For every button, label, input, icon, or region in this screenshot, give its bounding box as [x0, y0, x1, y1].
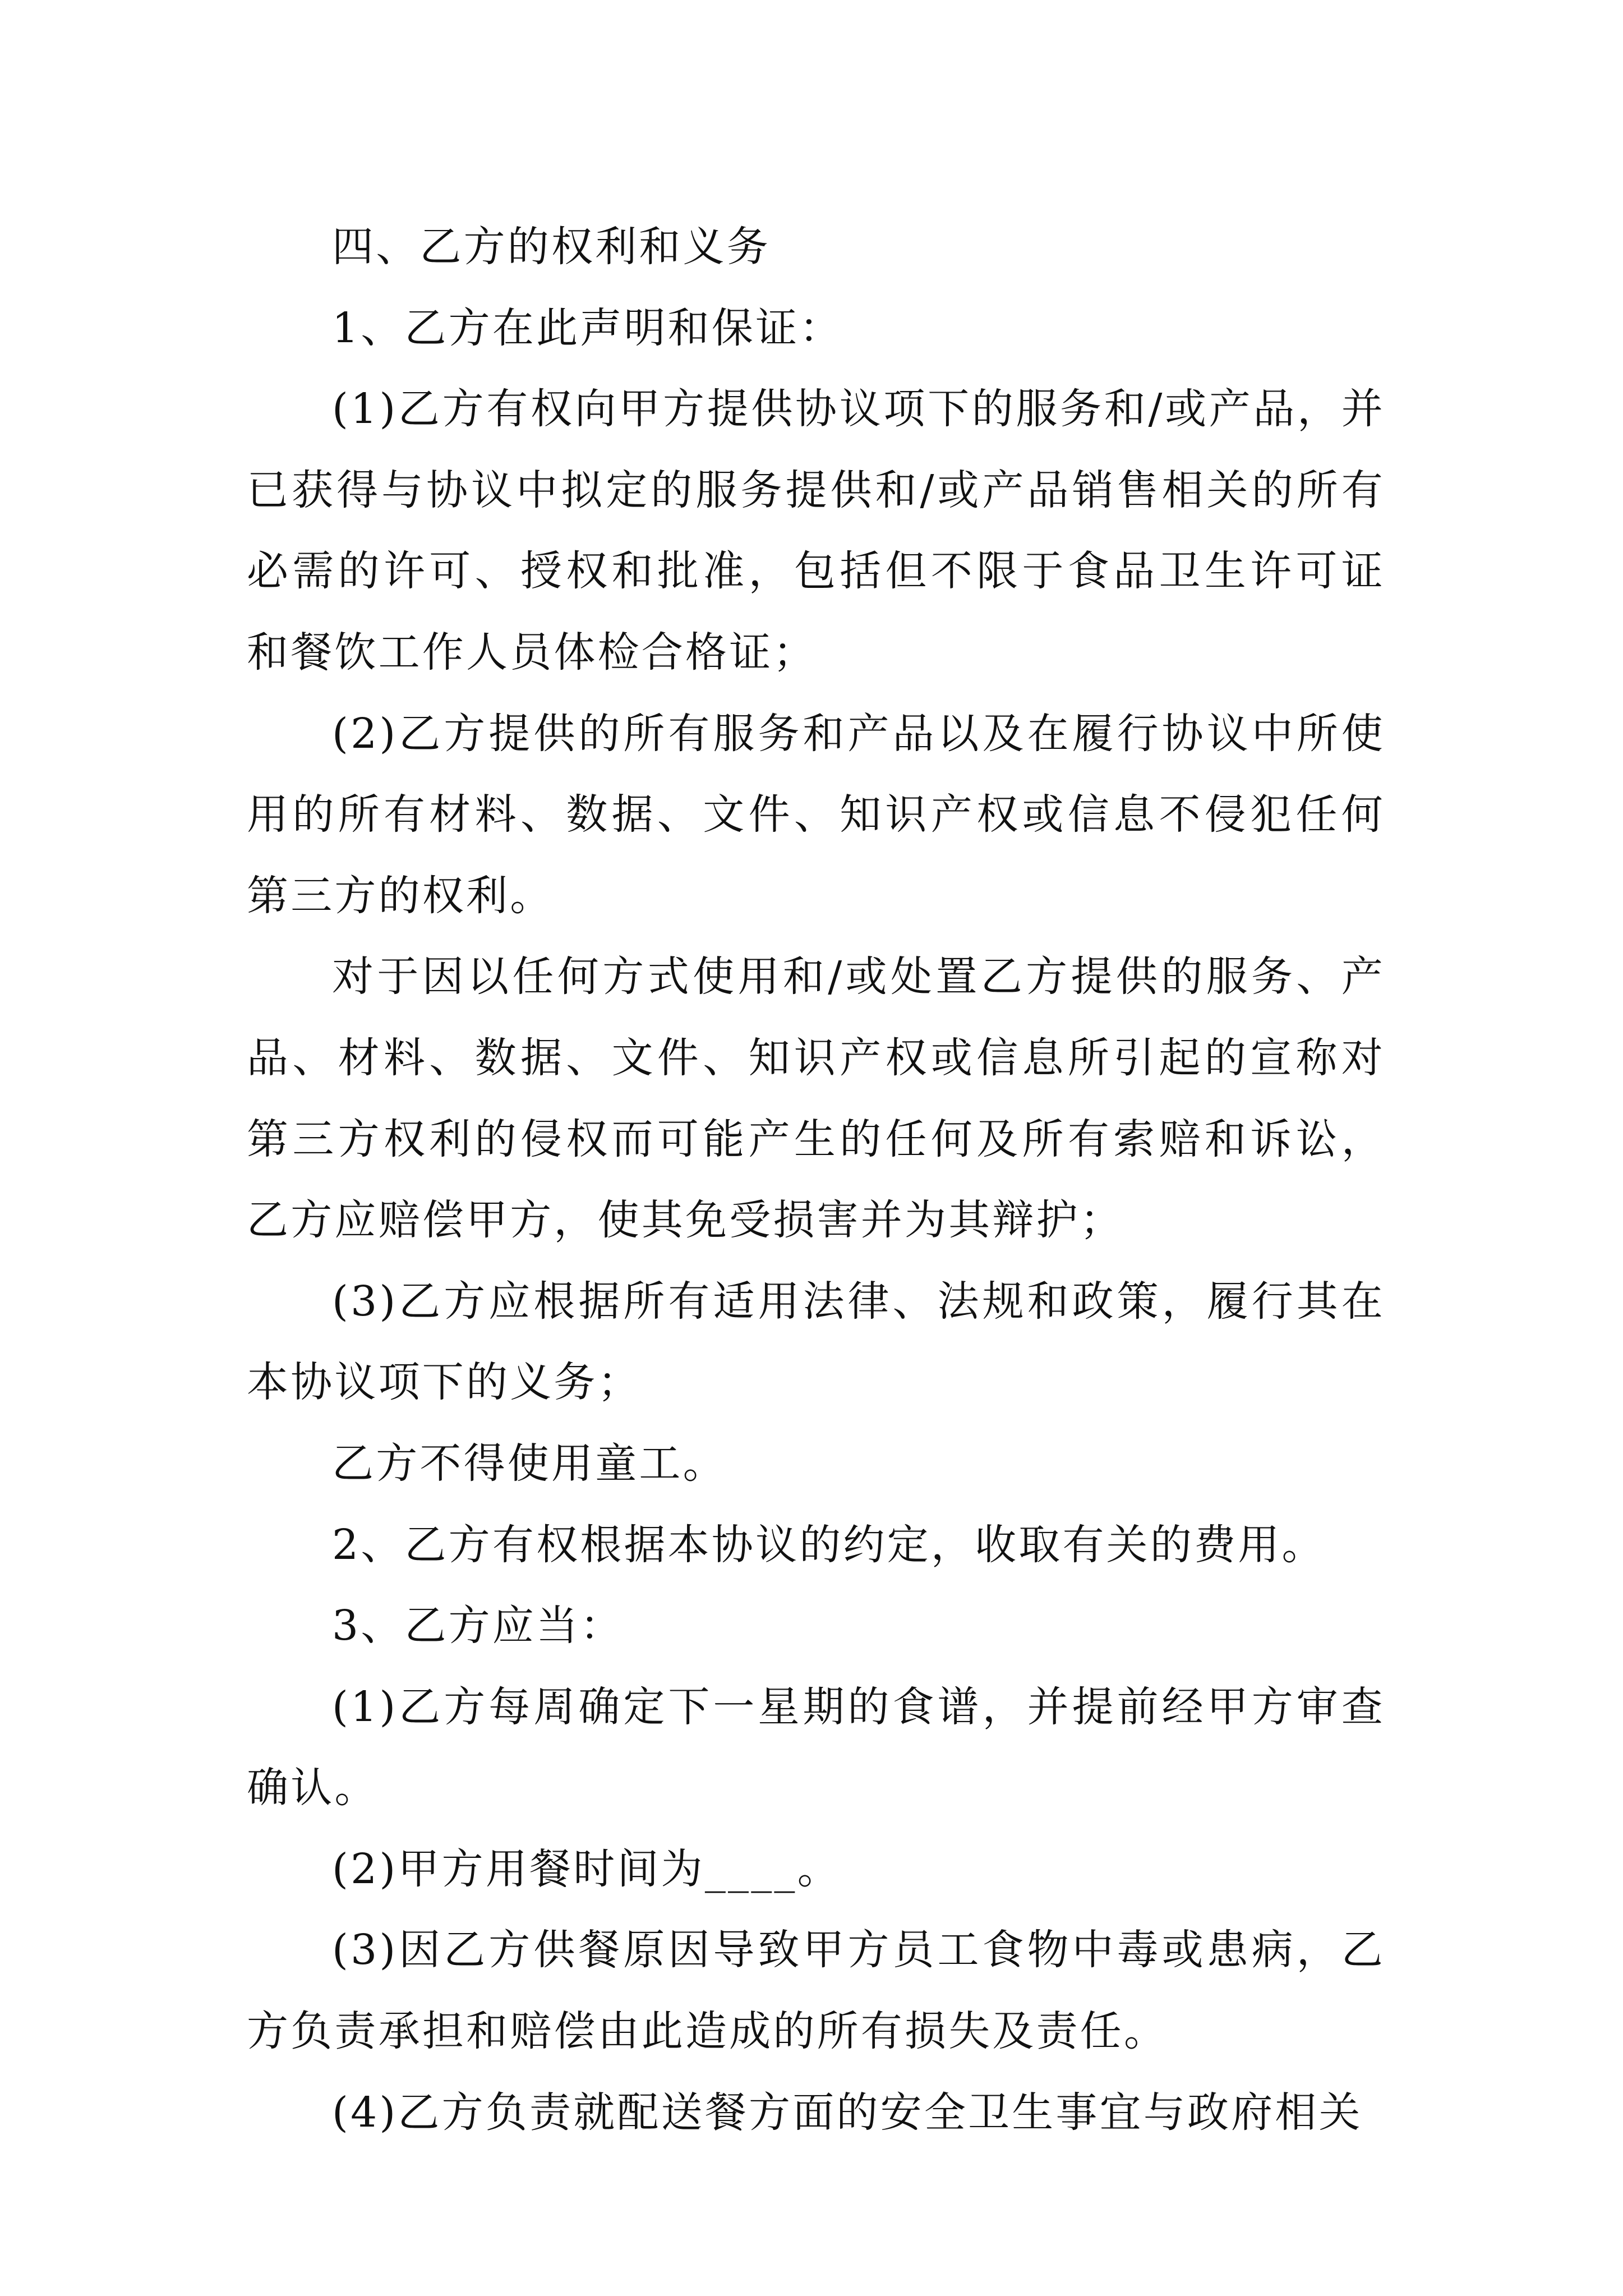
clause-1-item-2-continuation: 对于因以任何方式使用和/或处置乙方提供的服务、产品、材料、数据、文件、知识产权或信息所引起的宣称对第三方权利的侵权而可能产生的任何及所有索赔和诉讼，乙方应赔偿甲方，使其免受损害并为其辩护； — [247, 953, 1385, 1245]
document-body — [247, 206, 1385, 2153]
clause-3-item-2: (2)甲方用餐时间为____。 — [332, 1844, 841, 1893]
clause-3-item-1: (1)乙方每周确定下一星期的食谱，并提前经甲方审查确认。 — [247, 1682, 1385, 1812]
clause-2: 2、乙方有权根据本协议的约定，收取有关的费用。 — [332, 1520, 1326, 1569]
clause-3-heading: 3、乙方应当： — [332, 1602, 624, 1650]
clause-1-heading: 1、乙方在此声明和保证： — [332, 303, 843, 352]
clause-3-item-4: (4)乙方负责就配送餐方面的安全卫生事宜与政府相关 — [332, 2088, 1363, 2137]
section-heading: 四、乙方的权利和义务 — [332, 223, 771, 271]
clause-1-item-3: (3)乙方应根据所有适用法律、法规和政策，履行其在本协议项下的义务； — [247, 1277, 1385, 1407]
clause-1-item-1: (1)乙方有权向甲方提供协议项下的服务和/或产品，并已获得与协议中拟定的服务提供和/或产品销售相关的所有必需的许可、授权和批准，包括但不限于食品卫生许可证和餐饮工作人员体检合格证； — [247, 385, 1385, 677]
clause-1-item-3-continuation: 乙方不得使用童工。 — [332, 1439, 727, 1488]
clause-3-item-3: (3)因乙方供餐原因导致甲方员工食物中毒或患病，乙方负责承担和赔偿由此造成的所有损失及责任。 — [247, 1926, 1385, 2056]
clause-1-item-2: (2)乙方提供的所有服务和产品以及在履行协议中所使用的所有材料、数据、文件、知识产权或信息不侵犯任何第三方的权利。 — [247, 709, 1385, 920]
